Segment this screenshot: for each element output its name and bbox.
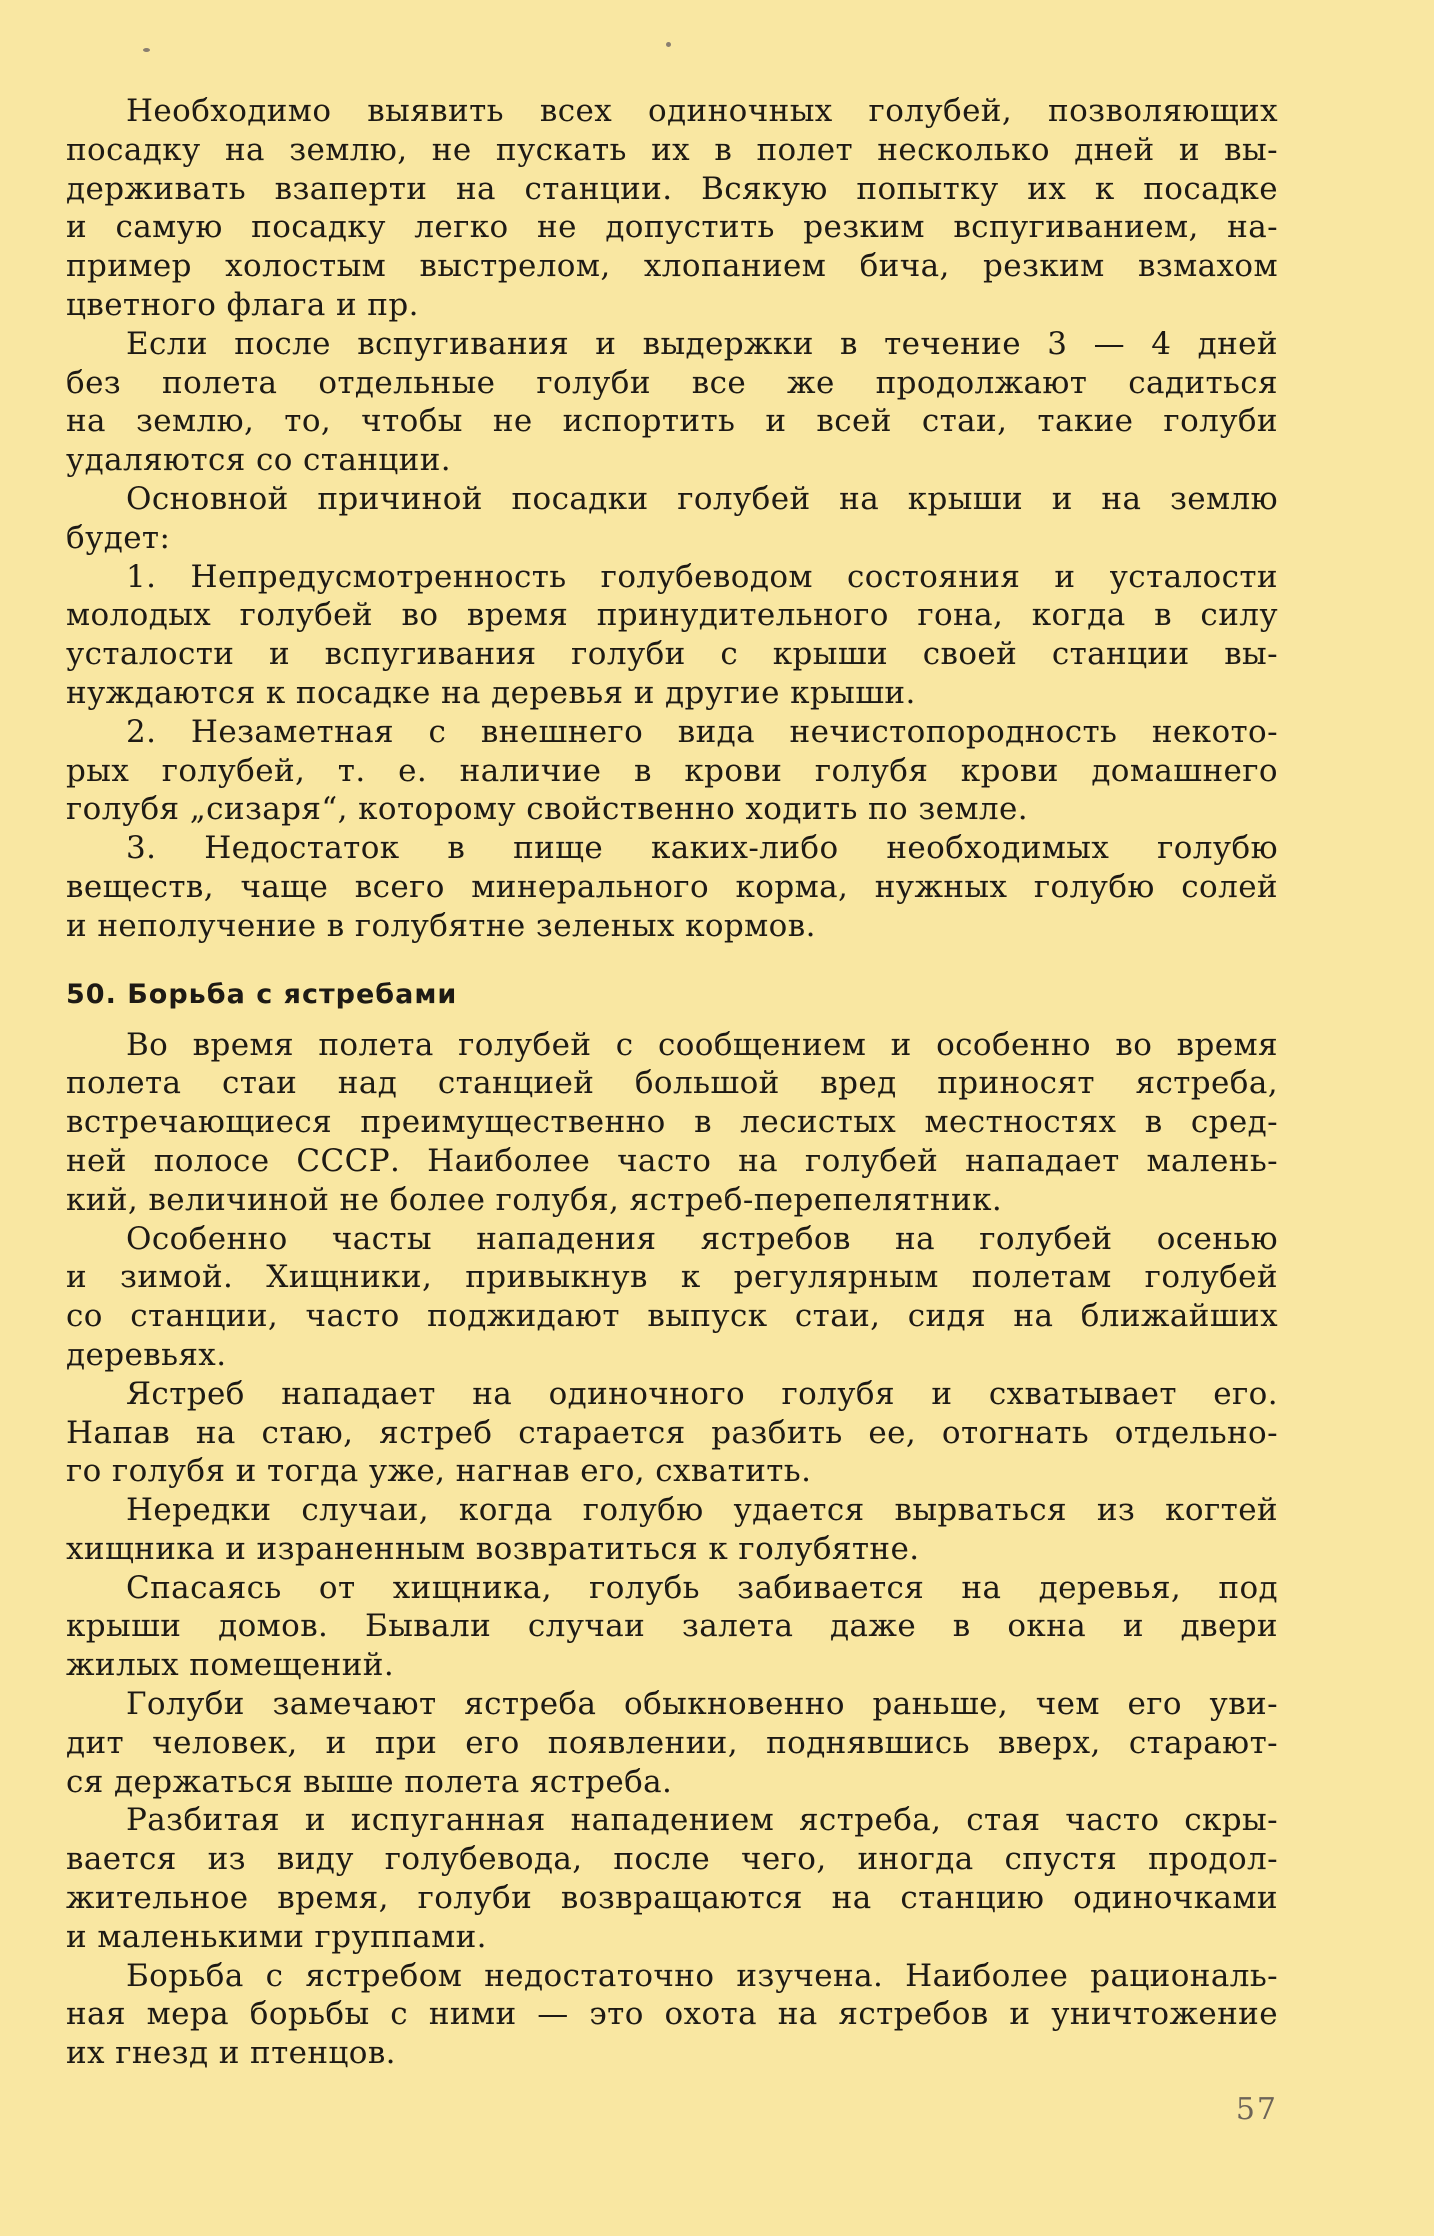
text-line: Основной причиной посадки голубей на крыши и на землю — [126, 480, 1278, 517]
paragraphs-top — [66, 92, 1278, 946]
text-line: полета стаи над станцией большой вред приносят ястреба, — [66, 1065, 1278, 1102]
text-line: держивать взаперти на станции. Всякую попытку их к посадке — [66, 170, 1278, 207]
section-heading: 50. Борьба с ястребами — [66, 978, 458, 1010]
text-line: жительное время, голуби возвращаются на станцию одиночками — [66, 1880, 1278, 1917]
text-line: на землю, то, чтобы не испортить и всей стаи, такие голуби — [66, 403, 1278, 440]
text-line: ная мера борьбы с ними — это охота на ястребов и уничтожение — [66, 1996, 1278, 2033]
text-line: Напав на стаю, ястреб старается разбить ее, отогнать отдельно- — [66, 1414, 1278, 1451]
text-line: и зимой. Хищники, привыкнув к регулярным полетам голубей — [66, 1259, 1278, 1296]
paragraphs-section — [66, 1026, 1278, 2074]
text-line: деревьях. — [66, 1336, 227, 1373]
text-line: дит человек, и при его появлении, поднявшись вверх, старают- — [66, 1724, 1278, 1761]
text-line: Во время полета голубей с сообщением и особенно во время — [126, 1026, 1278, 1063]
text-line: голубя „сизаря“, которому свойственно ходить по земле. — [66, 791, 1029, 828]
text-line: 3. Недостаток в пище каких-либо необходимых голубю — [126, 830, 1278, 867]
text-line: будет: — [66, 519, 171, 556]
text-line: удаляются со станции. — [66, 442, 452, 479]
text-line: ней полосе СССР. Наиболее часто на голубей нападает малень- — [66, 1142, 1278, 1179]
print-speck — [143, 48, 150, 52]
text-line: 1. Непредусмотренность голубеводом состояния и усталости — [126, 558, 1278, 595]
text-line: встречающиеся преимущественно в лесистых местностях в сред- — [66, 1104, 1278, 1141]
text-line: го голубя и тогда уже, нагнав его, схватить. — [66, 1453, 812, 1490]
text-line: жилых помещений. — [66, 1647, 395, 1684]
text-line: Голуби замечают ястреба обыкновенно раньше, чем его уви- — [126, 1686, 1278, 1723]
text-line: Необходимо выявить всех одиночных голубей, позволяющих — [126, 93, 1278, 129]
text-line: нуждаются к посадке на деревья и другие крыши. — [66, 674, 916, 711]
text-line: посадку на землю, не пускать их в полет несколько дней и вы- — [66, 131, 1278, 168]
text-line: Борьба с ястребом недостаточно изучена. Наиболее рациональ- — [126, 1957, 1278, 1994]
text-line: Спасаясь от хищника, голубь забивается на деревья, под — [126, 1569, 1278, 1606]
print-speck — [666, 42, 671, 47]
text-line: крыши домов. Бывали случаи залета даже в окна и двери — [66, 1608, 1278, 1645]
text-line: Ястреб нападает на одиночного голубя и схватывает его. — [126, 1375, 1278, 1412]
text-line: молодых голубей во время принудительного гона, когда в силу — [66, 597, 1278, 634]
text-line: и маленькими группами. — [66, 1918, 487, 1955]
text-line: Нередки случаи, когда голубю удается вырваться из когтей — [126, 1492, 1278, 1529]
text-line: ся держаться выше полета ястреба. — [66, 1763, 673, 1800]
text-line: цветного флага и пр. — [66, 286, 419, 323]
text-line: пример холостым выстрелом, хлопанием бича, резким взмахом — [66, 248, 1278, 285]
text-line: Особенно часты нападения ястребов на голубей осенью — [126, 1220, 1278, 1257]
text-line: Если после вспугивания и выдержки в течение 3 — 4 дней — [126, 325, 1278, 362]
text-line: усталости и вспугивания голуби с крыши своей станции вы- — [66, 636, 1278, 673]
text-line: рых голубей, т. е. наличие в крови голубя крови домашнего — [66, 752, 1278, 789]
text-line: и неполучение в голубятне зеленых кормов. — [66, 907, 816, 944]
text-line: со станции, часто поджидают выпуск стаи, сидя на ближайших — [66, 1298, 1278, 1335]
page-number: 57 — [1235, 2092, 1278, 2127]
text-line: хищника и израненным возвратиться к голубятне. — [66, 1530, 920, 1567]
book-page — [66, 92, 1278, 2212]
text-line: кий, величиной не более голубя, ястреб-перепелятник. — [66, 1181, 1003, 1218]
text-line: 2. Незаметная с внешнего вида нечистопородность некото- — [126, 713, 1278, 750]
text-line: вается из виду голубевода, после чего, иногда спустя продол- — [66, 1841, 1278, 1878]
text-line: их гнезд и птенцов. — [66, 2035, 396, 2072]
text-line: без полета отдельные голуби все же продолжают садиться — [66, 364, 1278, 401]
text-line: Разбитая и испуганная нападением ястреба, стая часто скры- — [126, 1802, 1278, 1839]
text-line: и самую посадку легко не допустить резким вспугиванием, на- — [66, 209, 1278, 246]
text-line: веществ, чаще всего минерального корма, нужных голубю солей — [66, 868, 1278, 905]
